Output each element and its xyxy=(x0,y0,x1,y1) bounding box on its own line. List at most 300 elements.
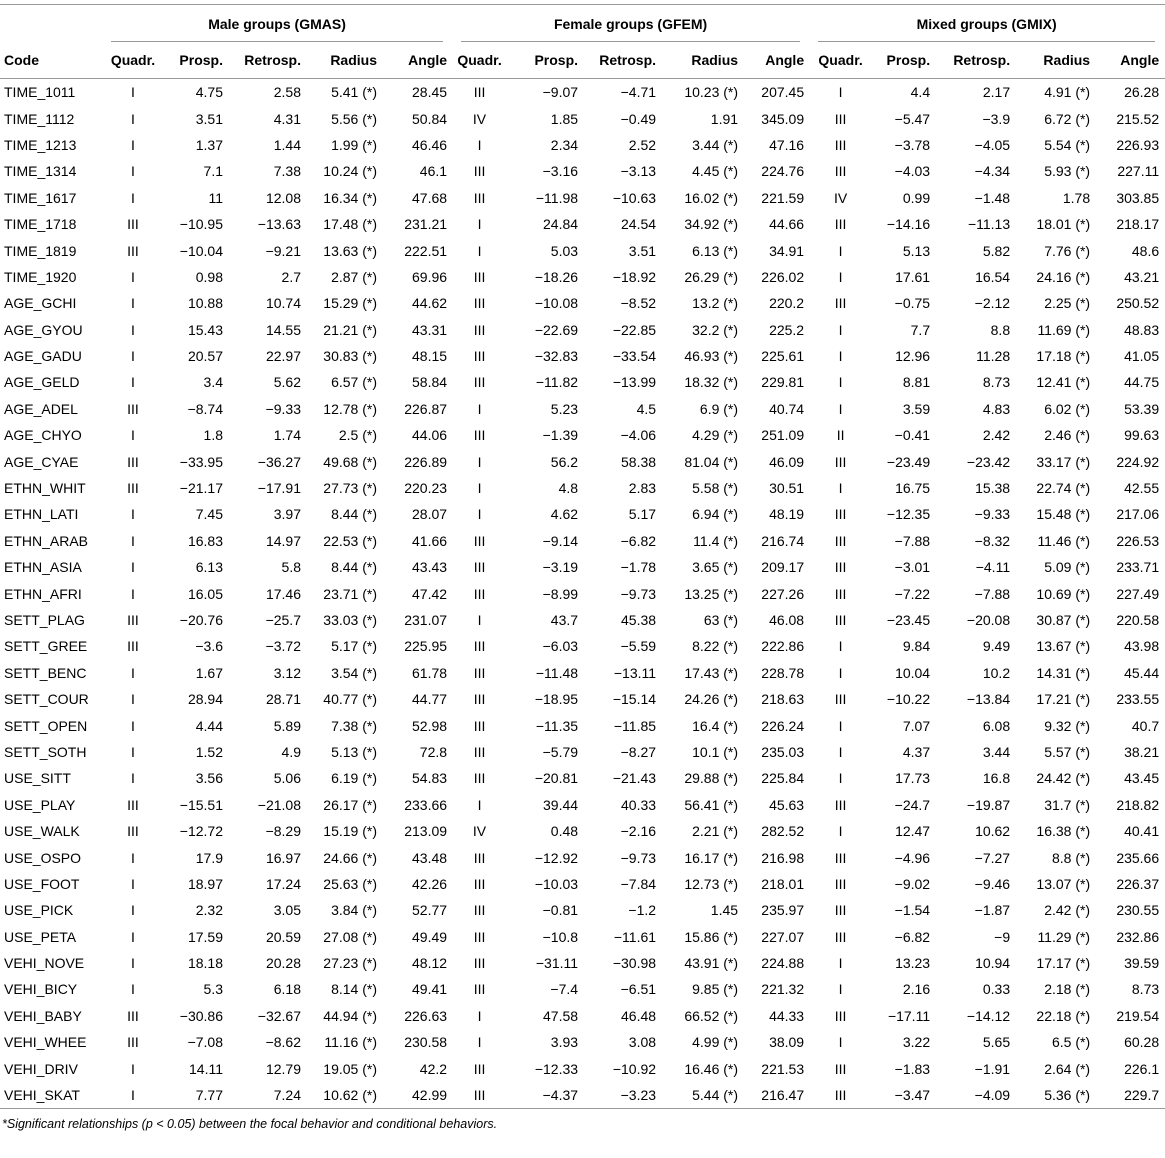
cell-quadrant: III xyxy=(127,480,139,497)
cell-angle: 58.84 xyxy=(412,374,448,391)
cell-retrosp: 4.31 xyxy=(273,110,301,127)
cell-radius: 3.54 (*) xyxy=(331,664,377,681)
cell-prosp: −6.82 xyxy=(894,928,931,945)
cell-quadrant: I xyxy=(838,321,843,338)
cell-prosp: −22.69 xyxy=(534,321,579,338)
cell-quadrant: III xyxy=(834,532,847,549)
cell-angle: 48.6 xyxy=(1131,242,1160,259)
cell-prosp: −23.45 xyxy=(886,612,931,628)
cell-radius: 11.46 (*) xyxy=(1037,532,1091,549)
cell-angle: 233.55 xyxy=(1116,691,1160,708)
cell-prosp: −10.08 xyxy=(534,295,579,312)
cell-quadrant: III xyxy=(473,955,486,972)
table-row xyxy=(0,1055,1165,1081)
cell-radius: 6.94 (*) xyxy=(692,506,739,523)
cell-quadrant: I xyxy=(477,506,482,523)
cell-retrosp: −1.87 xyxy=(974,902,1011,919)
cell-radius: 9.85 (*) xyxy=(692,981,739,998)
cell-radius: 16.4 (*) xyxy=(692,717,739,734)
cell-prosp: −9.14 xyxy=(542,532,579,549)
cell-radius: 8.14 (*) xyxy=(331,981,377,998)
table-row xyxy=(0,554,1165,580)
cell-radius: 13.25 (*) xyxy=(684,585,739,602)
cell-retrosp: 3.51 xyxy=(628,242,657,259)
cell-retrosp: −5.59 xyxy=(620,638,657,655)
cell-angle: 232.86 xyxy=(1116,928,1160,945)
cell-radius: 6.57 (*) xyxy=(331,374,377,391)
table-row xyxy=(0,1082,1165,1109)
cell-retrosp: −11.85 xyxy=(613,717,657,734)
cell-retrosp: 20.28 xyxy=(265,955,301,972)
cell-angle: 216.98 xyxy=(761,849,805,866)
cell-prosp: 3.51 xyxy=(195,110,223,127)
cell-angle: 224.92 xyxy=(1116,453,1160,470)
cell-code: TIME_1112 xyxy=(4,110,75,127)
cell-angle: 47.42 xyxy=(412,585,448,602)
cell-retrosp: 4.9 xyxy=(281,743,301,760)
cell-retrosp: 7.24 xyxy=(229,1082,307,1109)
column-header-female-radius: Radius xyxy=(662,42,744,79)
column-header-female-angle: Angle xyxy=(744,42,810,79)
cell-radius: 6.02 (*) xyxy=(1044,400,1091,417)
table-row xyxy=(0,844,1165,870)
cell-code: SETT_OPEN xyxy=(4,717,88,734)
cell-prosp: −7.22 xyxy=(894,585,931,602)
cell-retrosp: −4.05 xyxy=(974,136,1011,153)
cell-angle: 250.52 xyxy=(1116,295,1160,312)
cell-quadrant: III xyxy=(834,902,847,919)
cell-radius: 18.01 (*) xyxy=(1036,216,1091,233)
cell-retrosp: 5.8 xyxy=(281,559,301,576)
cell-quadrant: III xyxy=(127,400,139,417)
group-header-mixed: Mixed groups (GMIX) xyxy=(818,5,1155,42)
cell-radius: 2.46 (*) xyxy=(1044,427,1091,444)
cell-quadrant: III xyxy=(473,321,486,338)
cell-retrosp: −21.43 xyxy=(612,770,657,787)
cell-prosp: 43.7 xyxy=(550,612,579,628)
cell-prosp: 18.18 xyxy=(187,955,223,972)
cell-quadrant: I xyxy=(131,136,135,153)
cell-prosp: 0.98 xyxy=(195,268,223,285)
cell-prosp: −3.16 xyxy=(542,163,579,180)
cell-prosp: 3.93 xyxy=(550,1034,579,1051)
cell-retrosp: 2.17 xyxy=(982,84,1011,101)
cell-radius: 10.69 (*) xyxy=(1036,585,1091,602)
cell-prosp: −8.74 xyxy=(187,400,223,417)
cell-code: TIME_1213 xyxy=(4,136,77,153)
table-row xyxy=(0,79,1165,106)
cell-retrosp: −9.33 xyxy=(974,506,1011,523)
cell-radius: 1.91 xyxy=(710,110,739,127)
cell-retrosp: 1.44 xyxy=(273,136,301,153)
cell-angle: 230.55 xyxy=(1116,902,1160,919)
cell-prosp: −4.96 xyxy=(894,849,931,866)
cell-retrosp: 5.65 xyxy=(982,1034,1011,1051)
cell-angle: 42.99 xyxy=(383,1082,453,1109)
cell-retrosp: 3.12 xyxy=(273,664,301,681)
cell-retrosp: 10.2 xyxy=(982,664,1011,681)
cell-prosp: −9.07 xyxy=(542,84,579,101)
cell-retrosp: 10.74 xyxy=(265,295,301,312)
cell-prosp: −10.22 xyxy=(886,691,931,708)
cell-retrosp: −23.42 xyxy=(966,453,1011,470)
table-row xyxy=(0,871,1165,897)
cell-quadrant: I xyxy=(131,559,135,576)
cell-quadrant: I xyxy=(131,506,135,523)
cell-radius: 22.53 (*) xyxy=(323,532,377,549)
cell-angle: 221.59 xyxy=(761,189,805,206)
cell-retrosp: −8.62 xyxy=(265,1034,301,1051)
cell-radius: 5.17 (*) xyxy=(331,638,377,655)
cell-angle: 44.33 xyxy=(769,1007,805,1024)
cell-quadrant: I xyxy=(838,717,843,734)
column-header-mixed-radius: Radius xyxy=(1016,42,1096,79)
cell-prosp: −0.41 xyxy=(894,427,931,444)
cell-code: VEHI_BICY xyxy=(4,981,78,998)
cell-quadrant: III xyxy=(834,216,847,233)
cell-radius: 5.36 (*) xyxy=(1016,1082,1096,1109)
cell-prosp: 4.75 xyxy=(195,84,223,101)
cell-retrosp: −11.61 xyxy=(613,928,657,945)
cell-code: TIME_1617 xyxy=(4,189,77,206)
cell-radius: 5.44 (*) xyxy=(662,1082,744,1109)
cell-radius: 6.72 (*) xyxy=(1044,110,1091,127)
cell-prosp: 17.59 xyxy=(187,928,223,945)
cell-retrosp: −4.09 xyxy=(936,1082,1016,1109)
cell-code: AGE_CHYO xyxy=(4,427,82,444)
cell-radius: 10.1 (*) xyxy=(692,743,739,760)
table-row xyxy=(0,369,1165,395)
cell-angle: 45.44 xyxy=(1124,664,1160,681)
cell-retrosp: 17.24 xyxy=(265,875,301,892)
cell-retrosp: 15.38 xyxy=(975,480,1011,497)
cell-radius: 13.2 (*) xyxy=(692,295,739,312)
cell-code: SETT_GREE xyxy=(4,638,88,655)
cell-retrosp: −1.48 xyxy=(974,189,1011,206)
cell-prosp: 9.84 xyxy=(902,638,931,655)
cell-code: AGE_GELD xyxy=(4,374,80,391)
cell-angle: 72.8 xyxy=(419,743,448,760)
table-row xyxy=(0,607,1165,633)
cell-angle: 282.52 xyxy=(761,823,805,840)
cell-prosp: −7.4 xyxy=(550,981,579,998)
column-header-male-radius: Radius xyxy=(307,42,383,79)
cell-quadrant: III xyxy=(834,875,847,892)
cell-angle: 230.58 xyxy=(404,1034,448,1051)
cell-quadrant: III xyxy=(473,849,486,866)
cell-code: TIME_1920 xyxy=(4,268,77,285)
cell-angle: 220.2 xyxy=(769,295,805,312)
cell-angle: 52.77 xyxy=(412,902,448,919)
cell-prosp: 2.16 xyxy=(902,981,931,998)
cell-quadrant: IV xyxy=(833,189,848,206)
cell-code: USE_WALK xyxy=(4,823,80,840)
cell-quadrant: III xyxy=(834,928,847,945)
cell-quadrant: I xyxy=(131,981,135,998)
cell-angle: 47.68 xyxy=(412,189,448,206)
cell-quadrant: III xyxy=(834,691,847,708)
cell-radius: 63 (*) xyxy=(703,612,739,628)
cell-retrosp: −7.84 xyxy=(620,875,657,892)
cell-retrosp: 40.33 xyxy=(621,796,657,813)
cell-code: ETHN_WHIT xyxy=(4,480,86,497)
cell-radius: 5.58 (*) xyxy=(692,480,739,497)
cell-retrosp: −13.84 xyxy=(966,691,1011,708)
cell-retrosp: −13.11 xyxy=(613,664,657,681)
cell-radius: 18.32 (*) xyxy=(684,374,739,391)
cell-radius: 2.87 (*) xyxy=(331,268,377,285)
table-row xyxy=(0,290,1165,316)
table-row xyxy=(0,712,1165,738)
cell-code: TIME_1314 xyxy=(4,163,77,180)
cell-angle: 44.06 xyxy=(412,427,448,444)
cell-quadrant: III xyxy=(834,163,847,180)
cell-prosp: 14.11 xyxy=(189,1060,223,1077)
cell-radius: 1.45 xyxy=(710,902,739,919)
cell-prosp: 3.56 xyxy=(195,770,223,787)
cell-code: USE_SITT xyxy=(4,770,71,787)
cell-radius: 4.29 (*) xyxy=(692,427,739,444)
cell-quadrant: III xyxy=(127,216,139,233)
cell-quadrant: I xyxy=(103,1082,165,1109)
cell-quadrant: III xyxy=(473,295,486,312)
cell-quadrant: III xyxy=(834,612,847,628)
cell-prosp: 17.9 xyxy=(195,849,223,866)
cell-retrosp: 4.83 xyxy=(982,400,1011,417)
cell-retrosp: 28.71 xyxy=(265,691,301,708)
cell-angle: 39.59 xyxy=(1124,955,1160,972)
cell-radius: 2.21 (*) xyxy=(692,823,739,840)
cell-quadrant: I xyxy=(131,928,135,945)
cell-prosp: −10.04 xyxy=(179,242,223,259)
cell-prosp: −4.37 xyxy=(508,1082,584,1109)
cell-angle: 69.96 xyxy=(412,268,448,285)
cell-angle: 231.21 xyxy=(404,216,448,233)
cell-quadrant: I xyxy=(477,242,482,259)
cell-angle: 40.41 xyxy=(1124,823,1160,840)
cell-prosp: 8.81 xyxy=(902,374,931,391)
cell-retrosp: 3.97 xyxy=(273,506,301,523)
cell-radius: 27.73 (*) xyxy=(323,480,377,497)
cell-prosp: −12.92 xyxy=(534,849,579,866)
cell-prosp: −10.03 xyxy=(534,875,579,892)
cell-prosp: −1.39 xyxy=(542,427,579,444)
cell-radius: 2.42 (*) xyxy=(1044,902,1091,919)
table-row xyxy=(0,976,1165,1002)
table-row xyxy=(0,792,1165,818)
cell-retrosp: 24.54 xyxy=(621,216,657,233)
cell-radius: 24.66 (*) xyxy=(323,849,377,866)
cell-prosp: −24.7 xyxy=(894,796,931,813)
cell-quadrant: III xyxy=(473,374,486,391)
cell-radius: 24.16 (*) xyxy=(1036,268,1091,285)
cell-radius: 32.2 (*) xyxy=(692,321,739,338)
cell-radius: 81.04 (*) xyxy=(684,453,739,470)
cell-retrosp: −33.54 xyxy=(612,348,657,365)
cell-quadrant: I xyxy=(838,242,843,259)
cell-radius: 43.91 (*) xyxy=(684,955,739,972)
cell-angle: 228.78 xyxy=(761,664,805,681)
cell-retrosp: −4.11 xyxy=(975,559,1011,576)
cell-angle: 53.39 xyxy=(1124,400,1160,417)
cell-radius: 44.94 (*) xyxy=(323,1007,377,1024)
cell-quadrant: I xyxy=(131,875,135,892)
cell-quadrant: III xyxy=(834,453,847,470)
cell-prosp: −0.81 xyxy=(542,902,579,919)
table-row xyxy=(0,528,1165,554)
cell-quadrant: I xyxy=(131,902,135,919)
cell-retrosp: −4.06 xyxy=(620,427,657,444)
cell-quadrant: III xyxy=(473,902,486,919)
cell-quadrant: I xyxy=(838,1034,843,1051)
cell-radius: 31.7 (*) xyxy=(1044,796,1091,813)
cell-angle: 44.75 xyxy=(1124,374,1160,391)
column-header-mixed-retrosp: Retrosp. xyxy=(936,42,1016,79)
cell-radius: 8.22 (*) xyxy=(692,638,739,655)
cell-retrosp: −8.52 xyxy=(620,295,657,312)
cell-radius: 66.52 (*) xyxy=(684,1007,739,1024)
cell-radius: 9.32 (*) xyxy=(1044,717,1091,734)
cell-prosp: 4.37 xyxy=(902,743,931,760)
cell-angle: 225.84 xyxy=(761,770,805,787)
cell-angle: 218.01 xyxy=(761,875,805,892)
cell-radius: 3.65 (*) xyxy=(692,559,739,576)
cell-radius: 22.74 (*) xyxy=(1036,480,1091,497)
cell-quadrant: I xyxy=(477,216,482,233)
cell-code: ETHN_AFRI xyxy=(4,585,82,602)
cell-quadrant: I xyxy=(131,321,135,338)
cell-code: TIME_1819 xyxy=(4,242,77,259)
cell-quadrant: III xyxy=(834,506,847,523)
cell-angle: 227.07 xyxy=(761,928,805,945)
cell-quadrant: III xyxy=(834,585,847,602)
cell-radius: 33.17 (*) xyxy=(1036,453,1091,470)
cell-retrosp: 17.46 xyxy=(265,585,301,602)
cell-prosp: 3.22 xyxy=(902,1034,931,1051)
cell-code: VEHI_DRIV xyxy=(4,1060,78,1077)
cell-prosp: −18.95 xyxy=(534,691,579,708)
cell-radius: 5.57 (*) xyxy=(1044,743,1091,760)
cell-prosp: −11.35 xyxy=(535,717,579,734)
cell-code: USE_PICK xyxy=(4,902,74,919)
cell-quadrant: I xyxy=(477,612,482,628)
cell-retrosp: −9.73 xyxy=(620,585,657,602)
cell-radius: 56.41 (*) xyxy=(684,796,739,813)
cell-prosp: 10.04 xyxy=(895,664,931,681)
cell-radius: 6.19 (*) xyxy=(331,770,377,787)
cell-quadrant: I xyxy=(131,268,135,285)
cell-code: SETT_PLAG xyxy=(4,612,85,628)
cell-quadrant: I xyxy=(477,1007,482,1024)
cell-angle: 233.66 xyxy=(404,796,448,813)
cell-angle: 44.62 xyxy=(412,295,448,312)
cell-prosp: 5.23 xyxy=(550,400,579,417)
cell-radius: 11.16 (*) xyxy=(324,1034,377,1051)
cell-radius: 10.62 (*) xyxy=(307,1082,383,1109)
cell-prosp: 12.47 xyxy=(895,823,931,840)
cell-retrosp: 1.74 xyxy=(273,427,301,444)
cell-angle: 215.52 xyxy=(1116,110,1160,127)
cell-angle: 224.88 xyxy=(761,955,805,972)
cell-angle: 235.97 xyxy=(761,902,805,919)
cell-retrosp: −36.27 xyxy=(257,453,301,470)
cell-prosp: −0.75 xyxy=(894,295,931,312)
cell-angle: 222.86 xyxy=(761,638,805,655)
cell-quadrant: I xyxy=(838,743,843,760)
cell-quadrant: I xyxy=(131,1060,135,1077)
cell-prosp: 1.67 xyxy=(195,664,223,681)
cell-prosp: 4.62 xyxy=(550,506,579,523)
table-row xyxy=(0,105,1165,131)
cell-prosp: −17.11 xyxy=(887,1007,931,1024)
cell-prosp: 2.32 xyxy=(195,902,223,919)
cell-quadrant: I xyxy=(131,427,135,444)
cell-angle: 48.83 xyxy=(1124,321,1160,338)
cell-radius: 16.17 (*) xyxy=(684,849,739,866)
cell-prosp: −8.99 xyxy=(542,585,579,602)
cell-angle: 40.7 xyxy=(1131,717,1160,734)
cell-quadrant: I xyxy=(838,268,843,285)
table-row xyxy=(0,185,1165,211)
cell-quadrant: I xyxy=(477,136,482,153)
cell-prosp: −21.17 xyxy=(179,480,223,497)
cell-retrosp: 58.38 xyxy=(621,453,657,470)
cell-prosp: 4.44 xyxy=(195,717,223,734)
cell-prosp: 2.34 xyxy=(550,136,579,153)
cell-retrosp: 3.05 xyxy=(273,902,301,919)
cell-radius: 30.87 (*) xyxy=(1036,612,1091,628)
cell-angle: 225.95 xyxy=(404,638,448,655)
cell-angle: 41.66 xyxy=(412,532,448,549)
cell-radius: 13.67 (*) xyxy=(1036,638,1091,655)
cell-code: ETHN_ARAB xyxy=(4,532,89,549)
cell-retrosp: 12.08 xyxy=(265,189,301,206)
cell-prosp: −3.19 xyxy=(542,559,579,576)
cell-angle: 218.82 xyxy=(1116,796,1160,813)
cell-quadrant: I xyxy=(131,110,135,127)
cell-angle: 229.81 xyxy=(761,374,805,391)
cell-angle: 48.19 xyxy=(769,506,805,523)
cell-angle: 43.43 xyxy=(412,559,448,576)
cell-angle: 38.21 xyxy=(1124,743,1160,760)
cell-radius: 26.17 (*) xyxy=(323,796,377,813)
cell-retrosp: 5.17 xyxy=(628,506,657,523)
cell-quadrant: I xyxy=(131,664,135,681)
cell-retrosp: −1.2 xyxy=(628,902,657,919)
cell-radius: 11.4 (*) xyxy=(693,532,739,549)
cell-retrosp: 16.97 xyxy=(265,849,301,866)
cell-prosp: 13.23 xyxy=(895,955,931,972)
cell-radius: 12.78 (*) xyxy=(323,400,377,417)
cell-quadrant: III xyxy=(473,559,486,576)
cell-angle: 26.28 xyxy=(1124,84,1160,101)
cell-quadrant: III xyxy=(473,770,486,787)
cell-angle: 52.98 xyxy=(412,717,448,734)
cell-radius: 2.18 (*) xyxy=(1044,981,1091,998)
cell-radius: 13.07 (*) xyxy=(1036,875,1091,892)
cell-quadrant: III xyxy=(127,823,139,840)
cell-angle: 220.23 xyxy=(404,480,448,497)
cell-code: USE_PETA xyxy=(4,928,77,945)
cell-quadrant: I xyxy=(838,955,843,972)
cell-radius: 27.08 (*) xyxy=(323,928,377,945)
cell-retrosp: −4.71 xyxy=(620,84,657,101)
cell-quadrant: I xyxy=(131,691,135,708)
cell-quadrant: I xyxy=(131,295,135,312)
cell-radius: 11.29 (*) xyxy=(1037,928,1091,945)
cell-quadrant: I xyxy=(131,532,135,549)
cell-angle: 233.71 xyxy=(1116,559,1160,576)
